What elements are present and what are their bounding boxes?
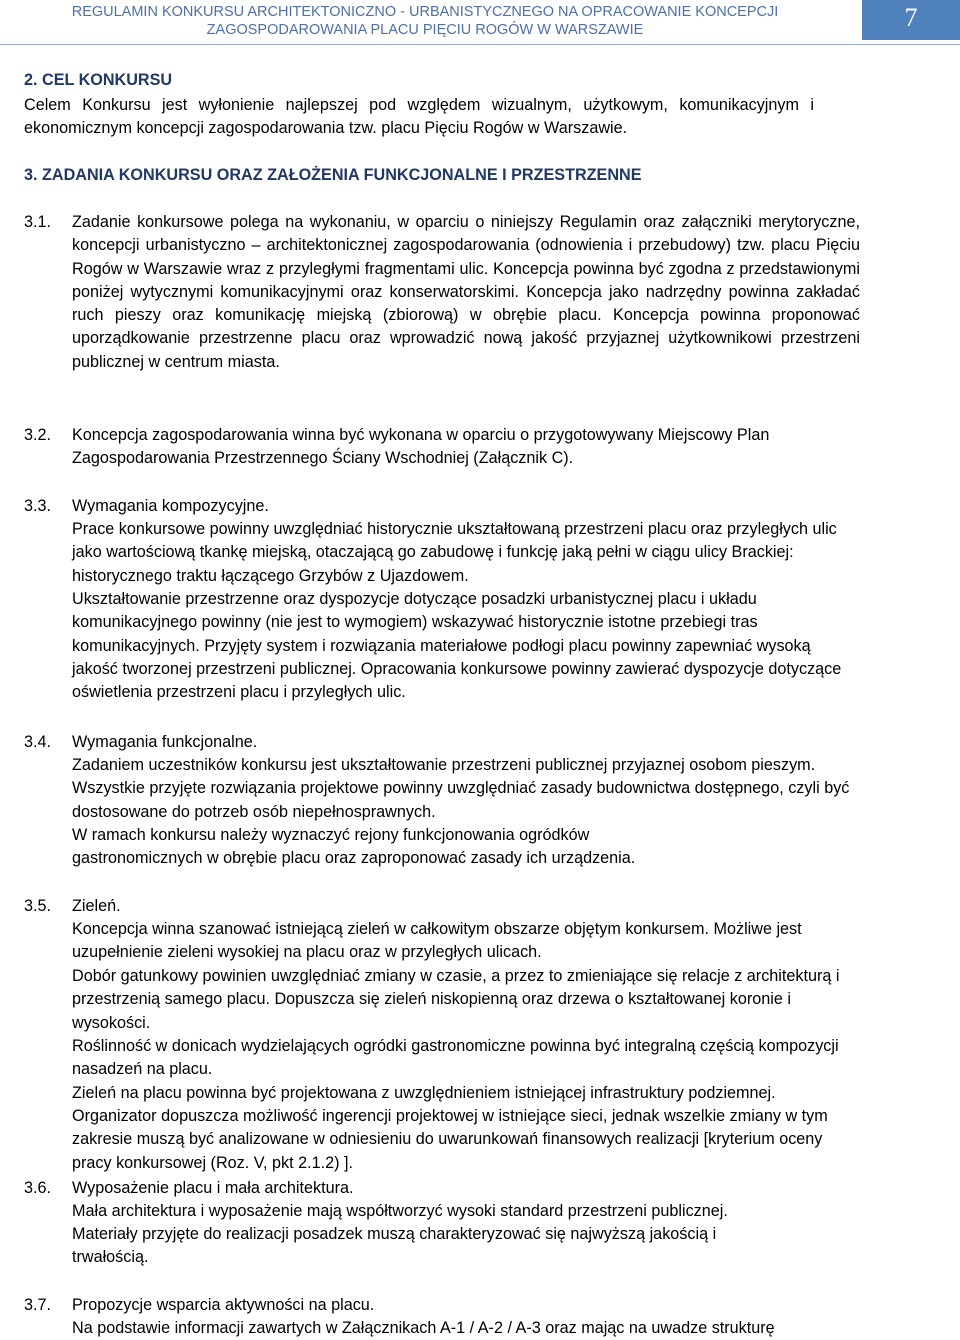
header-title — [0, 3, 850, 39]
page-header — [0, 0, 960, 45]
section-3-title: 3. ZADANIA KONKURSU ORAZ ZAŁOŻENIA FUNKCJONALNE I PRZESTRZENNE — [24, 166, 642, 184]
section-3-7-number: 3.7. — [24, 1296, 52, 1314]
section-3-3-heading: Wymagania kompozycyjne. — [72, 497, 269, 515]
header-line-1: REGULAMIN KONKURSU ARCHITEKTONICZNO - URBANISTYCZNEGO NA OPRACOWANIE KONCEPCJI — [71, 4, 779, 20]
section-2-title: 2. CEL KONKURSU — [24, 71, 173, 89]
section-3-1-text: Zadanie konkursowe polega na wykonaniu, w oparciu o niniejszy Regulamin oraz załączniki merytoryczne, koncepcji urbanistyczno – architektonicznej zagospodarowania (odnowienia i przebudowy) tzw. placu Pięciu Rogów w Warszawie wraz z przyległymi fragmentami ulic. Koncepcja powinna być zgodna z przedstawionymi poniżej wytycznymi komunikacyjnymi oraz konserwatorskimi. Koncepcja jako nadrzędny powinna zakładać ruch pieszy oraz komunikację miejską (zbiorową) w obrębie placu. Koncepcja powinna proponować uporządkowanie przestrzenne placu oraz wprowadzić nową jakość przyjaznej użytkownikowi przestrzeni publicznej w centrum miasta. — [72, 213, 860, 371]
section-3-5-paragraph-3: Roślinność w donicach wydzielających ogródki gastronomiczne powinna być integralną częścią kompozycji nasadzeń na placu. — [72, 1037, 839, 1079]
section-3-5-paragraph-1: Koncepcja winna szanować istniejącą zieleń w całkowitym obszarze objętym konkursem. Możliwe jest uzupełnienie zieleni wysokiej na placu oraz w przyległych ulicach. — [72, 920, 802, 962]
section-3-1-number: 3.1. — [24, 213, 52, 231]
section-3-3-paragraph-1: Prace konkursowe powinny uwzględniać historycznie ukształtowaną przestrzeni placu oraz przyległych ulic jako wartościową tkankę miejską, otaczającą go zabudowę i funkcję jaką pełni w ciągu ulicy Brackiej: historycznego traktu łączącego Grzybów z Ujazdowem. — [72, 520, 837, 585]
section-3-6-heading: Wyposażenie placu i mała architektura. — [72, 1179, 354, 1197]
section-3-4-number: 3.4. — [24, 733, 52, 751]
section-3-5-number: 3.5. — [24, 897, 52, 915]
section-3-7-heading: Propozycje wsparcia aktywności na placu. — [72, 1296, 375, 1314]
section-3-4-paragraph-1: Zadaniem uczestników konkursu jest ukształtowanie przestrzeni publicznej przyjaznej osobom pieszym. Wszystkie przyjęte rozwiązania projektowe powinny uwzględniać zasady budownictwa dostępnego, czyli być dostosowane do potrzeb osób niepełnosprawnych. — [72, 756, 850, 821]
section-3-6-paragraph-1: Mała architektura i wyposażenie mają współtworzyć wysoki standard przestrzeni publicznej. — [72, 1202, 728, 1220]
section-3-5-paragraph-2: Dobór gatunkowy powinien uwzględniać zmiany w czasie, a przez to zmieniające się relacje z architekturą i przestrzenią samego placu. Dopuszcza się zieleń niskopienną oraz drzewa o kształtowanej koronie i wysokości. — [72, 967, 840, 1032]
section-3-3-number: 3.3. — [24, 497, 52, 515]
section-3-2-number: 3.2. — [24, 426, 52, 444]
section-3-5-paragraph-5: Organizator dopuszcza możliwość ingerencji projektowej w istniejące sieci, jednak wszelkie zmiany w tym zakresie muszą być analizowane w odniesieniu do uwarunkowań finansowych realizacji [kryterium oceny pracy konkursowej (Roz. V, pkt 2.1.2) ]. — [72, 1107, 828, 1172]
section-3-3-paragraph-2: Ukształtowanie przestrzenne oraz dyspozycje dotyczące posadzki urbanistycznej placu i układu komunikacyjnego powinny (nie jest to wymogiem) wskazywać historycznie istotne przebiegi tras komunikacyjnych. Przyjęty system i rozwiązania materiałowe podłogi placu powinny zapewniać wysoką jakość tworzonej przestrzeni publicznej. Opracowania konkursowe powinny zawierać dyspozycje dotyczące oświetlenia przestrzeni placu i przyległych ulic. — [72, 590, 842, 702]
section-3-2-text: Koncepcja zagospodarowania winna być wykonana w oparciu o przygotowywany Miejscowy Plan Zagospodarowania Przestrzennego Ściany Wschodniej (Załącznik C). — [72, 426, 770, 468]
section-3-4-paragraph-2: W ramach konkursu należy wyznaczyć rejony funkcjonowania ogródków gastronomicznych w obrębie placu oraz zaproponować zasady ich urządzenia. — [72, 826, 636, 868]
section-3-5-heading: Zieleń. — [72, 897, 121, 915]
section-3-5-paragraph-4: Zieleń na placu powinna być projektowana z uwzględnieniem istniejącej infrastruktury podziemnej. — [72, 1084, 776, 1102]
section-2-text: Celem Konkursu jest wyłonienie najlepszej pod względem wizualnym, użytkowym, komunikacyjnym i ekonomicznym koncepcji zagospodarowania tzw. placu Pięciu Rogów w Warszawie. — [24, 96, 814, 138]
section-3-6-number: 3.6. — [24, 1179, 52, 1197]
header-line-2: ZAGOSPODAROWANIA PLACU PIĘCIU ROGÓW W WARSZAWIE — [206, 22, 644, 38]
section-3-6-paragraph-2: Materiały przyjęte do realizacji posadzek muszą charakteryzować się najwyższą jakością i trwałością. — [72, 1225, 717, 1267]
section-3-7-paragraph-1: Na podstawie informacji zawartych w Załącznikach A-1 / A-2 / A-3 oraz mając na uwadze strukturę — [72, 1319, 775, 1337]
page-number-badge: 7 — [862, 0, 960, 40]
section-3-4-heading: Wymagania funkcjonalne. — [72, 733, 258, 751]
